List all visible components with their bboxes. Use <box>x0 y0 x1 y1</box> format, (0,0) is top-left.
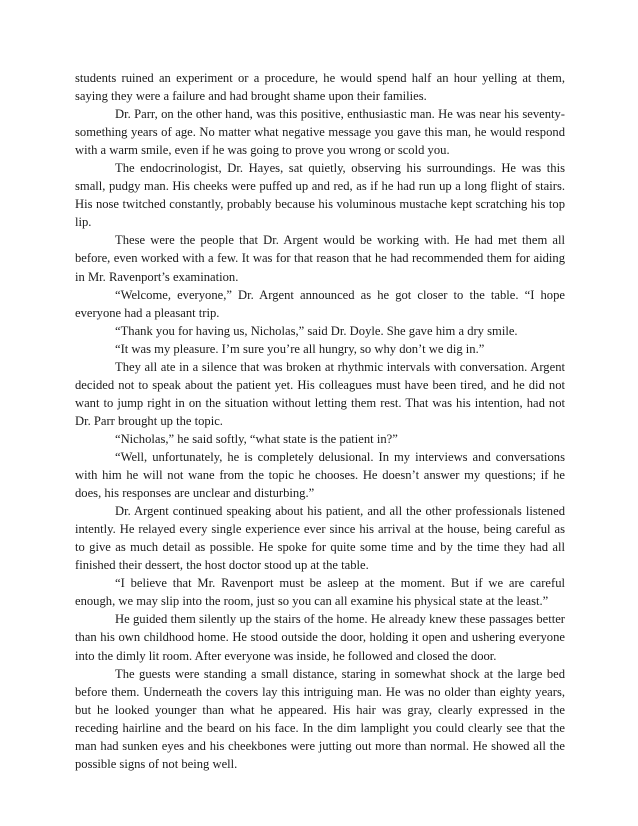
paragraph: “Thank you for having us, Nicholas,” said Dr. Doyle. She gave him a dry smile. <box>115 323 518 338</box>
paragraph: He guided them silently up the stairs of the home. He already knew these passages better than his own childhood home. He stood outside the door, holding it open and ushering everyone into the dimly lit room. After everyone was inside, he followed and closed the door. <box>75 612 565 663</box>
paragraph: They all ate in a silence that was broken at rhythmic intervals with conversation. Argent decided not to speak about the patient yet. His colleagues must have been tired, and he did not want to jump right in on the situation without letting them rest. That was his intention, had not Dr. Parr brought up the topic. <box>75 359 565 428</box>
paragraph: Dr. Parr, on the other hand, was this positive, enthusiastic man. He was near his seventy-something years of age. No matter what negative message you gave this man, he would respond with a warm smile, even if he was going to prove you wrong or scold you. <box>75 107 565 158</box>
paragraph: students ruined an experiment or a procedure, he would spend half an hour yelling at them, saying they were a failure and had brought shame upon their families. <box>75 71 565 104</box>
paragraph: The endocrinologist, Dr. Hayes, sat quietly, observing his surroundings. He was this small, pudgy man. His cheeks were puffed up and red, as if he had run up a long flight of stairs. His nose twitched constantly, probably because his voluminous mustache kept scratching his top lip. <box>75 161 565 230</box>
paragraph: “Well, unfortunately, he is completely delusional. In my interviews and conversations with him he will not wane from the topic he chooses. He doesn’t answer my questions; if he does, his responses are unclear and disturbing.” <box>75 449 565 501</box>
paragraph: “Nicholas,” he said softly, “what state is the patient in?” <box>115 431 398 446</box>
body-text <box>75 69 565 773</box>
paragraph: “It was my pleasure. I’m sure you’re all hungry, so why don’t we dig in.” <box>115 341 485 356</box>
paragraph: “Welcome, everyone,” Dr. Argent announced as he got closer to the table. “I hope everyone had a pleasant trip. <box>75 287 565 320</box>
paragraph: These were the people that Dr. Argent would be working with. He had met them all before, even worked with a few. It was for that reason that he had recommended them for aiding in Mr. Ravenport’s examination. <box>75 233 565 284</box>
paragraph: Dr. Argent continued speaking about his patient, and all the other professionals listened intently. He relayed every single experience ever since his arrival at the house, being careful as to give as much detail as possible. He spoke for quite some time and by the time they had all finished their dessert, the host doctor stood up at the table. <box>75 504 565 573</box>
paragraph: “I believe that Mr. Ravenport must be asleep at the moment. But if we are careful enough, we may slip into the room, just so you can all examine his physical state at the least.” <box>75 576 565 609</box>
paragraph: The guests were standing a small distance, staring in somewhat shock at the large bed before them. Underneath the covers lay this intriguing man. He was no older than eighty years, but he looked younger than what he appeared. His hair was gray, clearly expressed in the receding hairline and the beard on his face. In the dim lamplight you could clearly see that the man had sunken eyes and his cheekbones were jutting out more than normal. He showed all the possible signs of not being well. <box>75 666 565 771</box>
